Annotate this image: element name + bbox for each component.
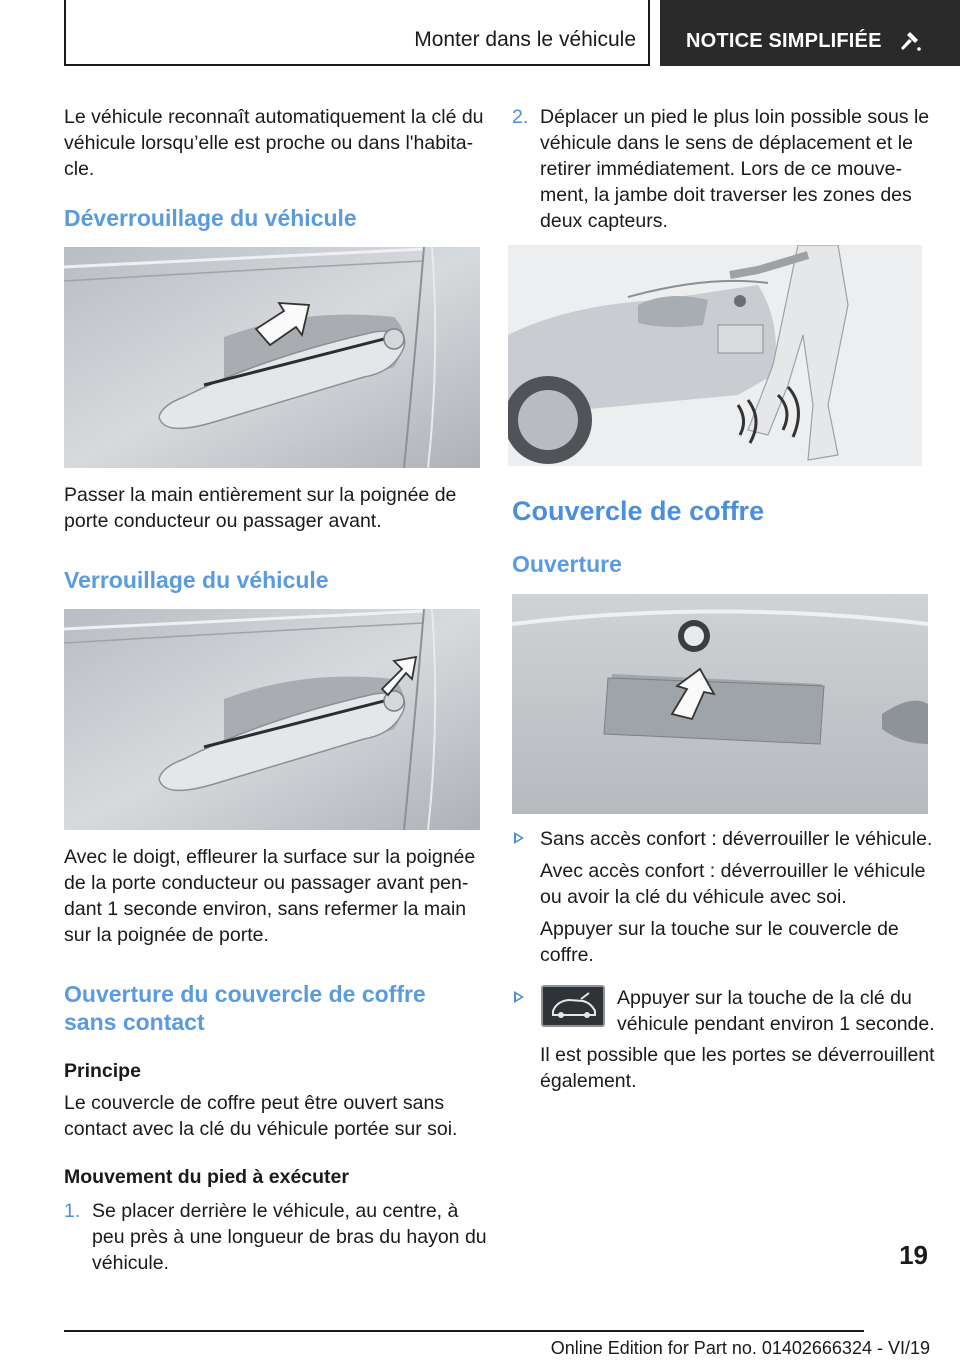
- badge-label: NOTICE SIMPLIFIÉE: [686, 30, 882, 52]
- step-2-number: 2.: [512, 106, 529, 128]
- header-rule-bottom: [64, 64, 650, 66]
- heading-unlock: Déverrouillage du véhicule: [64, 205, 357, 231]
- intro-paragraph: Le véhicule reconnaît automatiquement la clé du véhicule lorsqu’elle est proche ou dans l'habita‐ cle.: [64, 106, 484, 180]
- door-handle-lock-figure: [64, 609, 480, 830]
- foot-gesture-figure: [508, 245, 922, 466]
- principle-title: Principe: [64, 1060, 141, 1082]
- unlock-instructions: Passer la main entièrement sur la poignée de porte conducteur ou passager avant.: [64, 484, 457, 532]
- bullet-2-sub: Il est possible que les portes se déverrouillent également.: [540, 1044, 935, 1092]
- bullet-1-sub-1: Avec accès confort : déverrouiller le véhicule ou avoir la clé du véhicule avec soi.: [540, 860, 926, 908]
- bullet-1-sub-2: Appuyer sur la touche sur le couvercle de coffre.: [540, 918, 899, 966]
- footer-rule: [64, 1330, 864, 1332]
- step-1-number: 1.: [64, 1200, 81, 1222]
- door-handle-unlock-figure: [64, 247, 480, 468]
- car-trunk-key-button-icon: [541, 985, 605, 1027]
- page-number: 19: [899, 1240, 928, 1270]
- step-2-text: Déplacer un pied le plus loin possible sous le véhicule dans le sens de déplacement et le retirer immédiatement. Lors de ce mouve‐ ment, la jambe doit traverser les zones des deux capteurs.: [540, 106, 930, 232]
- section-title: Monter dans le véhicule: [414, 28, 636, 51]
- heading-trunk-contactless: Ouverture du couvercle de coffre sans contact: [64, 981, 426, 1035]
- header-badge: [660, 0, 960, 66]
- header-rule-right: [648, 0, 650, 66]
- bullet-1-text: Sans accès confort : déverrouiller le véhicule.: [540, 828, 933, 850]
- principle-text: Le couvercle de coffre peut être ouvert sans contact avec la clé du véhicule portée sur soi.: [64, 1092, 458, 1140]
- heading-trunk-lid: Couvercle de coffre: [512, 496, 765, 526]
- bullet-2-text: Appuyer sur la touche de la clé du véhicule pendant environ 1 seconde.: [617, 987, 935, 1035]
- bullet-triangle-icon: [514, 991, 524, 1003]
- footer-edition: Online Edition for Part no. 01402666324 - VI/19: [550, 1338, 930, 1358]
- move-title: Mouvement du pied à exécuter: [64, 1166, 349, 1188]
- header-rule-left: [64, 0, 66, 66]
- heading-opening: Ouverture: [512, 551, 622, 577]
- trunk-button-figure: [512, 594, 928, 814]
- step-1-text: Se placer derrière le véhicule, au centre, à peu près à une longueur de bras du hayon du véhicule.: [92, 1200, 487, 1274]
- lock-instructions: Avec le doigt, effleurer la surface sur la poignée de la porte conducteur ou passager avant pen‐ dant 1 seconde environ, sans refermer la main sur la poignée de porte.: [64, 846, 476, 946]
- heading-lock: Verrouillage du véhicule: [64, 567, 329, 593]
- bullet-triangle-icon: [514, 832, 524, 844]
- hammer-tool-icon: [898, 28, 924, 54]
